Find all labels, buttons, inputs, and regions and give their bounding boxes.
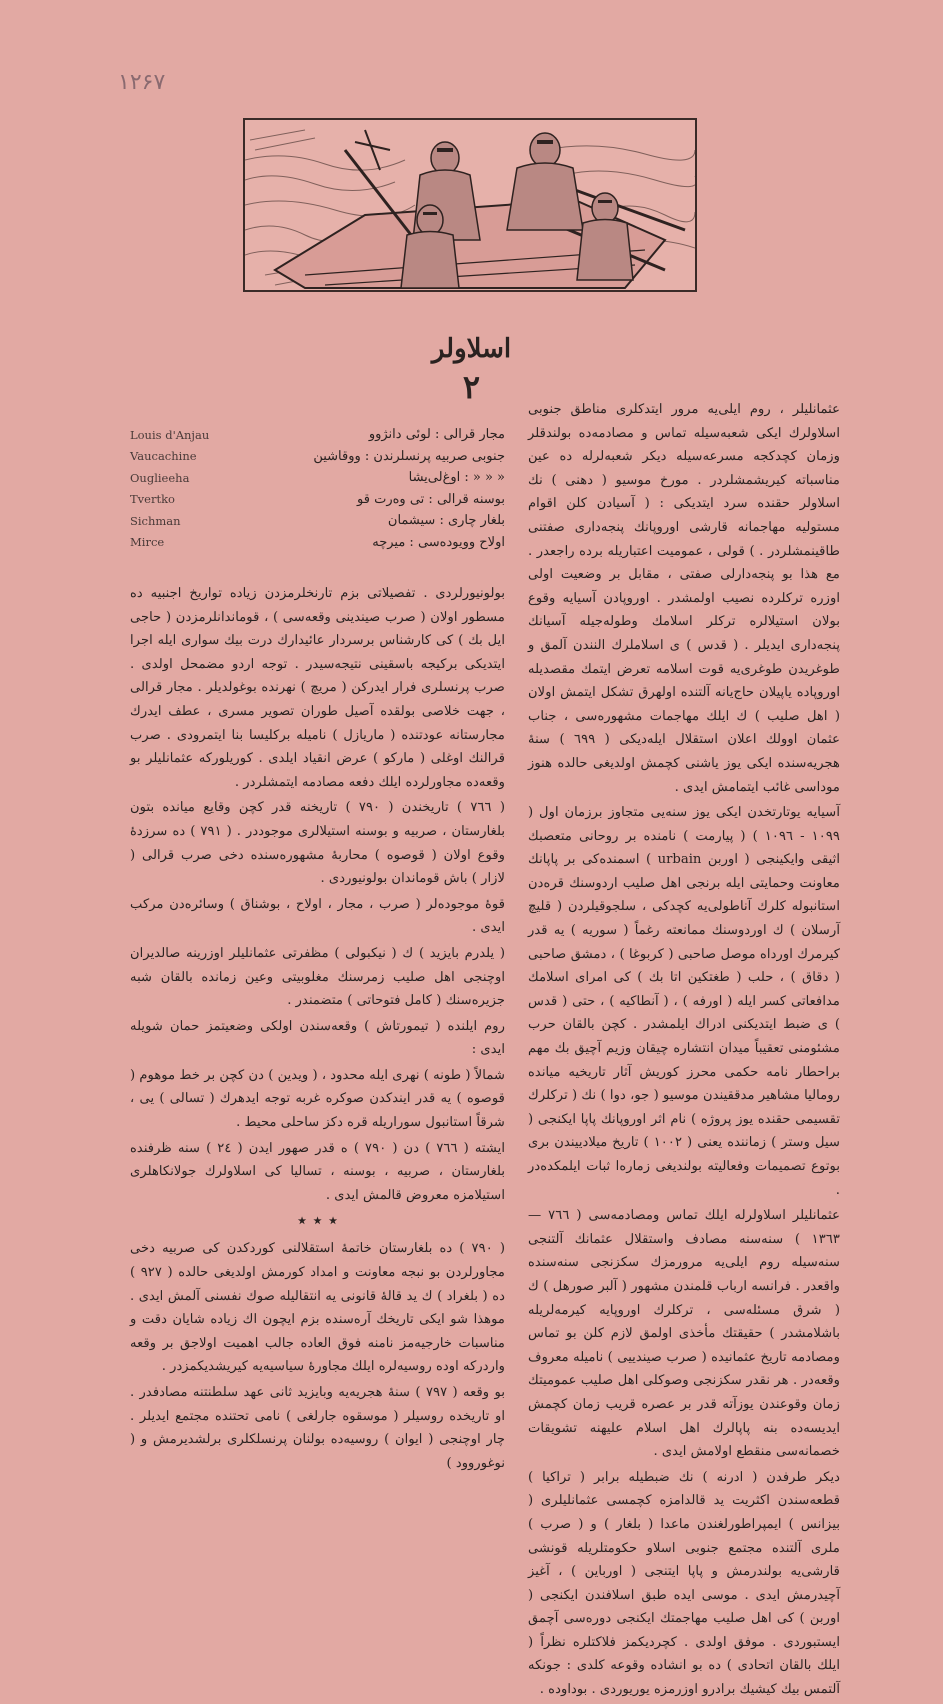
name-row [130,446,505,468]
native-name: اولاح وويوده‌سى : ميرچه [372,534,505,550]
paragraph: ( ٧٩٠ ) ده بلغارستان خاتمهٔ استقلالنى كوردكدن كى صربيه دخى مجاورلردن بو نبجه معاونت و امداد كورمش اولديغى حالده ( ٩٢٧ ) ده ( بلغراد ) ك يد قالهٔ قانونى يه انتقاليله صوك نفسنى آلمش ايدى . موهذا شو ايكى تاريخك آره‌سنده بزم ايچون اك زياده شايان دقت و مناسبات خارجيه‌مز نامنه فوق العاده جالب اهميت اولاجق بر وقعه واردركه اوده روسيه‌لره ايلك مجاورهٔ سياسيه‌يه كيريشديكمزدر . [130,1241,505,1375]
paragraph: عثمانليلر اسلاولرله ايلك تماس ومصادمه‌سى ( ٧٦٦ — ١٣٦٣ ) سنه‌سنه مصادف واستقلال عثمانك آلتنجى سنه‌سيله روم ايلى‌يه مرورمزك سكزنجى سنه‌سنده واقعدر . فرانسه ارباب قلمندن مشهور ( آلبر صورهل ) ك ( شرق مسئله‌سى ، تركلرك اوروپايه كيرمه‌لريله باشلامشدر ) حقيقتك مأخذى اولمق لازم كلن بو تماس ومصادمه تاريخ عثمانيده ( صرب صيندييى ) ناميله معروف وقعه‌در . هر نقدر سكزنجى وصوكلى اهل صليب عموميتك زمان وقوعندن يوزآته قدر بر عصره قريب زمان كچمش ايديسه‌ده بنه پاپالرك اهل اسلام عليهنه تشويقات خصمانه‌سى منقطع اولامش ايدى . [528,1208,840,1460]
boat-scene-drawing [245,120,695,290]
latin-name: Sichman [130,513,181,528]
paragraph: بو وقعه ( ٧٩٧ ) سنهٔ هجريه‌يه وبايزيد ثانى عهد سلطنتنه مصادفدر . او تاريخده روسيلر ( موسقوه جارلغى ) نامى تحتنده مجتمع ايديلر . چار اوچنجى ( ايوان ) روسيه‌ده بولنان پرنسلكلرى برلشديرمش و ( نوغوروود ) [130,1385,505,1471]
latin-name: Tvertko [130,492,175,507]
illustration [243,118,697,292]
name-row [130,467,505,489]
latin-name: Mirce [130,535,165,550]
part-number: ٢ [462,368,481,406]
latin-name: Louis d'Anjau [130,427,210,442]
paragraph: بولونيورلردى . تفصيلاتى بزم تارنخلرمزدن زياده تواريخ اجنبيه ده مسطور اولان ( صرب صيندينى وقعه‌سى ) ، قوماندانلرمزدن ( حاجى ايل بك ) كى كارشناس برسردار عائيدارك درت بيك سوارى ايله اجرا ايتديكى بركيجه باسقينى نتيجه‌سيدر . توجه اردو مضمحل اولدى . صرب پرنسلرى فرار ايدركن ( مريچ ) نهرنده بوغولديلر . مجار قرالى ، جهت خلاصى بولقده آصيل طوران تصوير مسرى ، عطف ايدرك مجارستانه عودتنده ( ماريازل ) ناميله بركليسا بنا ايتمرودى . صرب قرالنك اوغلى ( ماركو ) عرض انقياد ايلدى . كوريلوركه عثمانليلر بو وقعه‌ده مجاورلرده ايلك دفعه مصادمه ايتمشلردر . [130,586,505,790]
native-name: مجار قرالى : لوئى دانژوو [368,427,505,443]
paragraph: عثمانليلر ، روم ايلى‌يه مرور ايتدكلرى مناطق جنوبى اسلاولرك ايكى شعبه‌سيله تماس و مصادمه‌ده بولندقلر وزمان كچدكجه مسرعه‌سيله ديكر شعبه‌لرله ده عين مناسباته كيريشمشلردر . مورخ موسيو ( دهنى ) نك اسلاولر حقنده سرد ايتديكى : ( آسيادن كلن اقوام مستوليه مهاجمانه قارشى اوروپانك پنجه‌دارى صفتنى طاقينمشلردر . ) قولى ، عموميت اعتباريله برده راجعدر . مع هذا بو پنجه‌دارلى صفتى ، مقابل بر وضعيت اولى اوزره تركلرده نصيب اولمشدر . اوروپادن آسيايه وقوع بولان استيلالره تركلر اسلامك وطوله‌جيله آسيانك پنجه‌دارى ايديلر . ( قدس ) ى اسلاملرك النندن آلمق و طوغريدن طوغرى‌يه قوت اسلامه تعرض ايتمك مقصديله اوروپاده ياپيلان حاج‌يانه آلتنده اولهرق تشكل ايتمش اولان ( اهل صليب ) ك ايلك مهاجمات مشهوره‌سى ، جناب عثمان اوولك اعلان استقلال ايله‌ديكى ( ٦٩٩ ) سنهٔ هجريه‌سنده ايكى يوز ياشنى كچمش اولديغى حالده هنوز موداسى غائب ايتمامش ايدى . [528,402,840,795]
paragraph: قوهٔ موجوده‌لر ( صرب ، مجار ، اولاح ، بوشناق ) وسائره‌دن مركب ايدى . [130,896,505,936]
section-separator: ٭ ٭ ٭ [297,1210,338,1232]
latin-name: Ouglieeha [130,470,190,485]
name-row [130,489,505,511]
name-row [130,532,505,554]
latin-name: Vaucachine [130,449,197,464]
paragraph: روم ايلنده ( تيمورتاش ) وقعه‌سندن اولكى وضعيتمز حمان شويله ايدى : [130,1018,505,1058]
name-row [130,510,505,532]
left-column [130,582,505,1477]
names-list [130,424,505,553]
name-row [130,424,505,446]
paragraph: ديكر طرفدن ( ادرنه ) نك ضبطيله برابر ( تراكيا ) قطعه‌سندن اكثريت يد قالدامزه كچمسى عثمانليلرى ( بيزانس ) ايمپراطورلغندن ماعدا ( بلغار ) و ( صرب ) ملرى آلتنده مجتمع جنوبى اسلاو حكومتلريله قونشى قارشى‌يه بولندرمش و پاپا ايتنجى ( اورباين ) ، آغيز آچيدرمش ايدى . موسى ايده طبق اسلافندن ايكنجى ( اوربن ) كى اهل صليب مهاجمتك ايكنجى دوره‌سى آچمق ايستبوردى . موفق اولدى . كچرديكمز فلاكتلره نظراً ( ايلك بالقان اتحادى ) ده بو انشاده وقوعه كلدى : جونكه آلتمس بيك كيشيك برادرو اوزرمزه يوريوردى . بوداوده . [528,1469,840,1698]
native-name: بلغار چارى : سيشمان [387,513,505,529]
right-column [528,398,840,1704]
page-number: ۱۲۶۷ [118,70,166,95]
native-name: جنوبى صربيه پرنسلرندن : ووقاشين [313,448,505,464]
native-name: « « « : اوغ‌لى‌يشا [408,470,505,486]
paragraph: ( ٧٦٦ ) تاريخندن ( ٧٩٠ ) تاريخنه قدر كچن وقايع ميانده بتون بلغارستان ، صربيه و بوسنه استيلالرى موجوددر . ( ٧٩١ ) ده سرزدهٔ وقوع اولان ( قوصوه ) محاربهٔ مشهوره‌سنده دخى صرب قرالى ( لازار ) باش قوماندان بولونيوردى . [130,800,505,887]
paragraph: آسيايه يوتارتخدن ايكى يوز سنه‌يى متجاوز برزمان اول ( ١٠٩٩ - ١٠٩٦ ) ( پيارمت ) نامنده بر روحانى متعصبك اثيقى وايكينجى ( اوربن urbain ) اسمنده‌كى بر پاپانك معاونت وحمايتى ايله برنجى اهل صليب اردوسنك قره‌دن استانبوله كلرك آناطولى‌يه كچدكى ، سلجوقيلردن ( قليچ آرسلان ) ك اوردوسنك ممانعته رغماً ( سوريه ) يه قدر كيرمرك اورداه موصل صاحبى ( كربوغا ) ، دمشق صاحبى ( دقاق ) ، حلب ( طغتكين اتا بك ) كى امراى اسلامك مدافعاتى كسر ايله ( اورفه ) ، ( آنطاكيه ) ، حتى ( قدس ) ى ضبط ايتديكنى ادراك ايلمشدر . كچن بالقان حرب مشئومنى تعقيباً ميدان انتشاره چيقان وزيم آچيق بك مهم براحطار نامه حكمى محرز كوريش آثار تاريخيه ميانده روماليا مشاهير مدققيندن موسيو ( جو، دوا ) نك ( تركلرك تقسيمى حقنده يوز پروژه ) نام اثر اوروپانك پاپا ايكنجى ( سيل وستر ) زماننده يعنى ( ١٠٠٢ ) تاريخ ميلادييندن برى بوتوع تصميمات وفعاليته بولنديغى زماره‌ا ثبات ايلمكده‌در . [528,805,840,1198]
paragraph: ايشته ( ٧٦٦ ) دن ( ٧٩٠ ) ه قدر صهور ايدن ( ٢٤ ) سنه ظرفنده بلغارستان ، صربيه ، بوسنه ، تساليا كى اسلاولرك جولانكاهلرى استيلامزه معروض قالمش ايدى . [130,1140,505,1203]
paragraph: شمالاً ( طونه ) نهرى ايله محدود ، ( ويدين ) دن كچن بر خط موهوم ( قوصوه ) يه قدر ايندكدن صوكره غربه توجه ايدهرك ( تسالى ) يى ، شرقاً استانبول سوراريله قره دكز ساحلى محيط . [130,1067,505,1131]
paragraph: ( يلدرم بايزيد ) ك ( نيكبولى ) مظفرتى عثمانليلر اوزرينه صالديران اوچنجى اهل صليب زمرسنك مغلوبيتى وعين زمانده بالقان شبه جزيره‌سنك ( كامل فتوحاتى ) متضمندر . [130,945,505,1009]
native-name: بوسنه قرالى : تى وەرت قو [357,491,505,507]
article-title: اسلاولر [431,334,512,364]
